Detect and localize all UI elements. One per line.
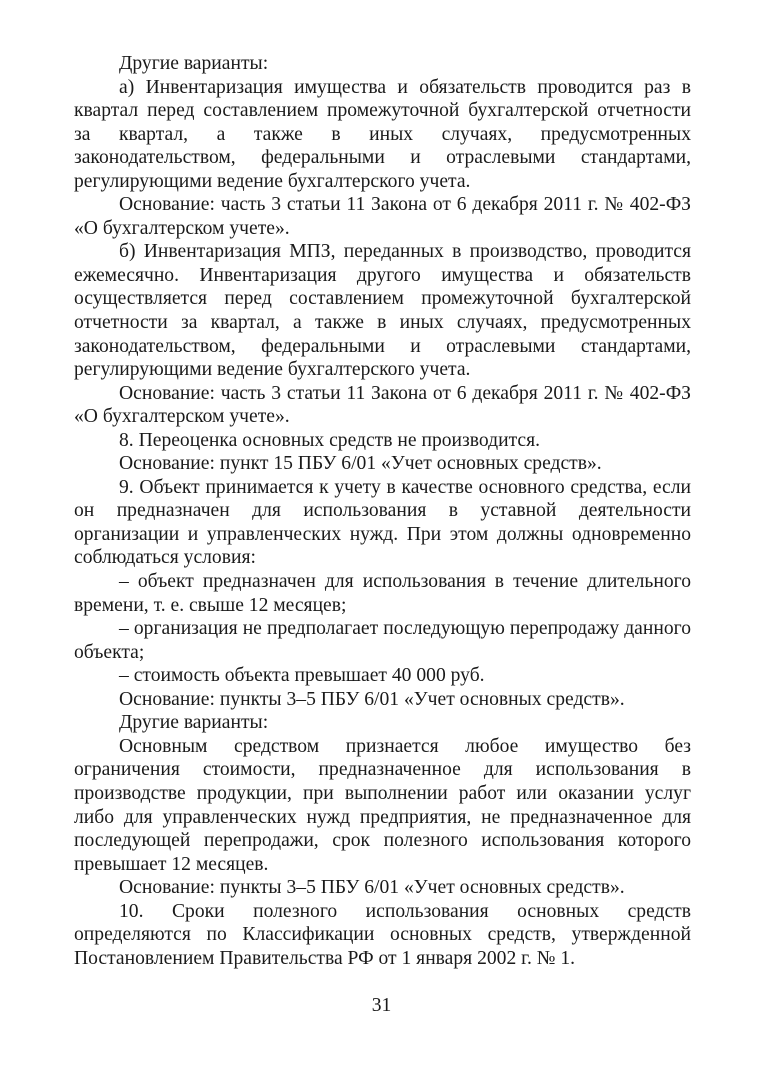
list-item: – стоимость объекта превышает 40 000 руб. <box>119 665 485 687</box>
paragraph-variant-b: б) Инвентаризация МПЗ, переданных в производство, проводится ежемесячно. Инвентаризация другого имущества и обязательств осуществляется перед составлением промежуточной бухгалтерской отчетности за квартал, а также в иных случаях, предусмотренных законодательством, федеральными и отраслевыми стандартами, регулирующими ведение бухгалтерского учета. <box>74 241 691 381</box>
paragraph-item-10: 10. Сроки полезного использования основных средств определяются по Классификации основных средств, утвержденной Постановлением Правительства РФ от 1 января 2002 г. № 1. <box>74 900 691 969</box>
paragraph-basis: Основание: пункт 15 ПБУ 6/01 «Учет основных средств». <box>119 453 602 475</box>
list-item: – объект предназначен для использования в течение длительного времени, т. е. свыше 12 месяцев; <box>74 571 691 616</box>
paragraph-basis: Основание: пункты 3–5 ПБУ 6/01 «Учет основных средств». <box>119 688 625 710</box>
body-text <box>74 52 691 970</box>
paragraph-basis: Основание: пункты 3–5 ПБУ 6/01 «Учет основных средств». <box>119 877 625 899</box>
paragraph-variant-a: а) Инвентаризация имущества и обязательств проводится раз в квартал перед составлением промежуточной бухгалтерской отчетности за квартал, а также в иных случаях, предусмотренных законодательством, федеральными и отраслевыми стандартами, регулирующими ведение бухгалтерского учета. <box>74 76 691 192</box>
heading-other-variants: Другие варианты: <box>119 53 269 74</box>
paragraph-item-9: 9. Объект принимается к учету в качестве основного средства, если он предназначен для использования в уставной деятельности организации и управленческих нужд. При этом должны одновременно соблюдаться условия: <box>74 476 691 569</box>
heading-other-variants: Другие варианты: <box>119 712 269 734</box>
paragraph-basis: Основание: часть 3 статьи 11 Закона от 6 декабря 2011 г. № 402-ФЗ «О бухгалтерском учете». <box>74 382 691 428</box>
list-item: – организация не предполагает последующую перепродажу данного объекта; <box>74 618 691 663</box>
paragraph-definition: Основным средством признается любое имущество без ограничения стоимости, предназначенное для использования в производстве продукции, при выполнении работ или оказании услуг либо для управленческих нужд предприятия, не предназначенное для последующей перепродажи, срок полезного использования которого превышает 12 месяцев. <box>74 735 691 875</box>
paragraph-item-8: 8. Переоценка основных средств не производится. <box>119 429 540 451</box>
page-number: 31 <box>371 995 392 1016</box>
paragraph-basis: Основание: часть 3 статьи 11 Закона от 6 декабря 2011 г. № 402-ФЗ «О бухгалтерском учете». <box>74 194 691 239</box>
